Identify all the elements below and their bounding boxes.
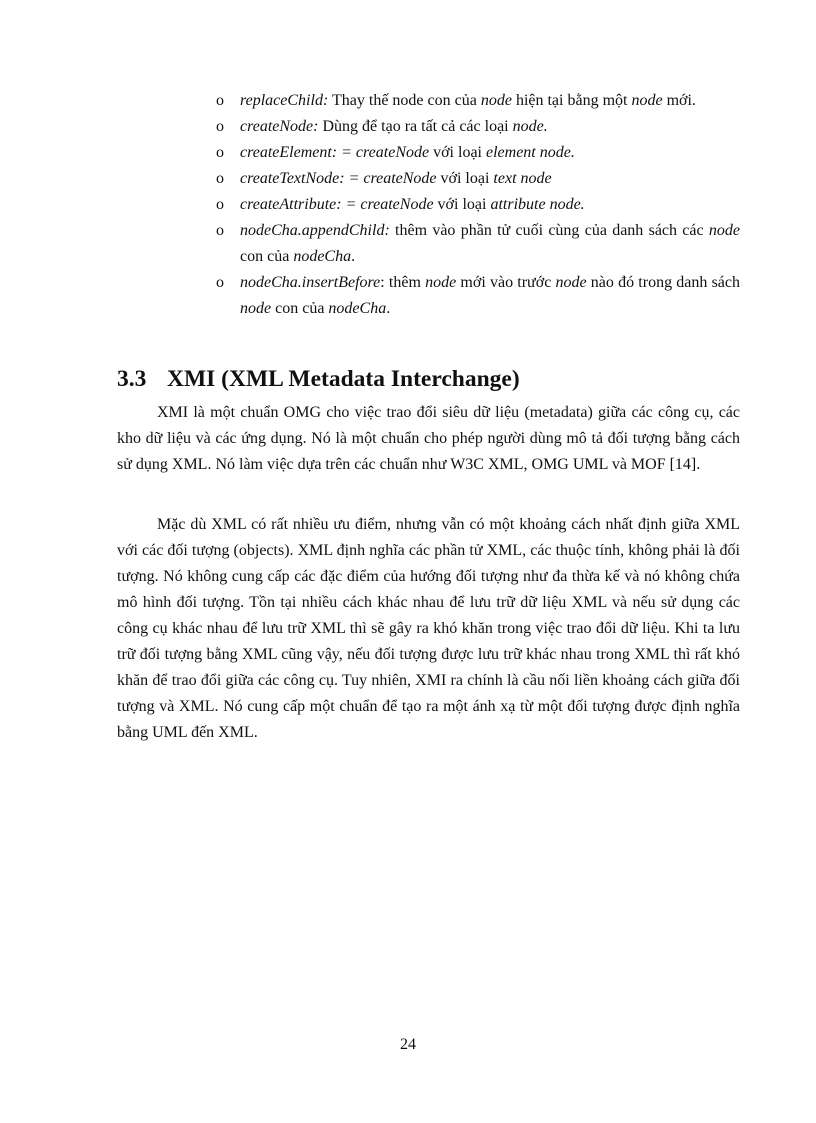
bullet-text: nodeCha.appendChild: thêm vào phần tử cuối cùng của danh sách các node con của nodeCha. — [240, 222, 740, 265]
bullet-text: replaceChild: Thay thế node con của node hiện tại bằng một node mới. — [240, 92, 696, 109]
bullet-item — [216, 88, 740, 114]
bullet-marker: o — [216, 222, 224, 239]
bullet-item — [216, 270, 740, 322]
bullet-marker: o — [216, 170, 224, 187]
body-paragraph: Mặc dù XML có rất nhiều ưu điểm, nhưng vẫn có một khoảng cách nhất định giữa XML với các đối tượng (objects). XML định nghĩa các phần tử XML, các thuộc tính, không phải là đối tượng. Nó không cung cấp các đặc điểm của hướng đối tượng như đa thừa kế và nó không chứa mô hình đối tượng. Tồn tại nhiều cách khác nhau để lưu trữ dữ liệu XML và nếu sử dụng các công cụ khác nhau để lưu trữ XML thì sẽ gây ra khó khăn trong việc trao đổi dữ liệu. Khi ta lưu trữ đối tượng bằng XML cũng vậy, nếu đối tượng được lưu trữ khác nhau trong XML thì rất khó khăn để trao đổi giữa các công cụ. Tuy nhiên, XMI ra chính là cầu nối liền khoảng cách giữa đối tượng và XML. Nó cung cấp một chuẩn để tạo ra một ánh xạ từ một đối tượng được định nghĩa bằng UML đến XML. — [117, 516, 740, 741]
bullet-text: createAttribute: = createNode với loại attribute node. — [240, 196, 585, 213]
bullet-marker: o — [216, 92, 224, 109]
section-title: XMI (XML Metadata Interchange) — [167, 366, 520, 392]
bullet-item — [216, 192, 740, 218]
bullet-text: createTextNode: = createNode với loại text node — [240, 170, 552, 187]
method-bullet-list — [216, 88, 740, 322]
bullet-marker: o — [216, 196, 224, 213]
bullet-marker: o — [216, 144, 224, 161]
bullet-text: createElement: = createNode với loại element node. — [240, 144, 575, 161]
page-number: 24 — [400, 1036, 416, 1053]
bullet-item — [216, 166, 740, 192]
bullet-item — [216, 140, 740, 166]
section-number: 3.3 — [117, 366, 147, 392]
bullet-item — [216, 218, 740, 270]
bullet-text: nodeCha.insertBefore: thêm node mới vào trước node nào đó trong danh sách node con của nodeCha. — [240, 274, 741, 317]
bullet-marker: o — [216, 274, 224, 291]
bullet-text: createNode: Dùng để tạo ra tất cả các loại node. — [240, 118, 548, 135]
body-paragraph: XMI là một chuẩn OMG cho việc trao đổi siêu dữ liệu (metadata) giữa các công cụ, các kho dữ liệu và các ứng dụng. Nó là một chuẩn cho phép người dùng mô tả đối tượng bằng cách sử dụng XML. Nó làm việc dựa trên các chuẩn như W3C XML, OMG UML và MOF [14]. — [117, 404, 740, 473]
section-heading — [117, 364, 747, 394]
bullet-item — [216, 114, 740, 140]
bullet-marker: o — [216, 118, 224, 135]
